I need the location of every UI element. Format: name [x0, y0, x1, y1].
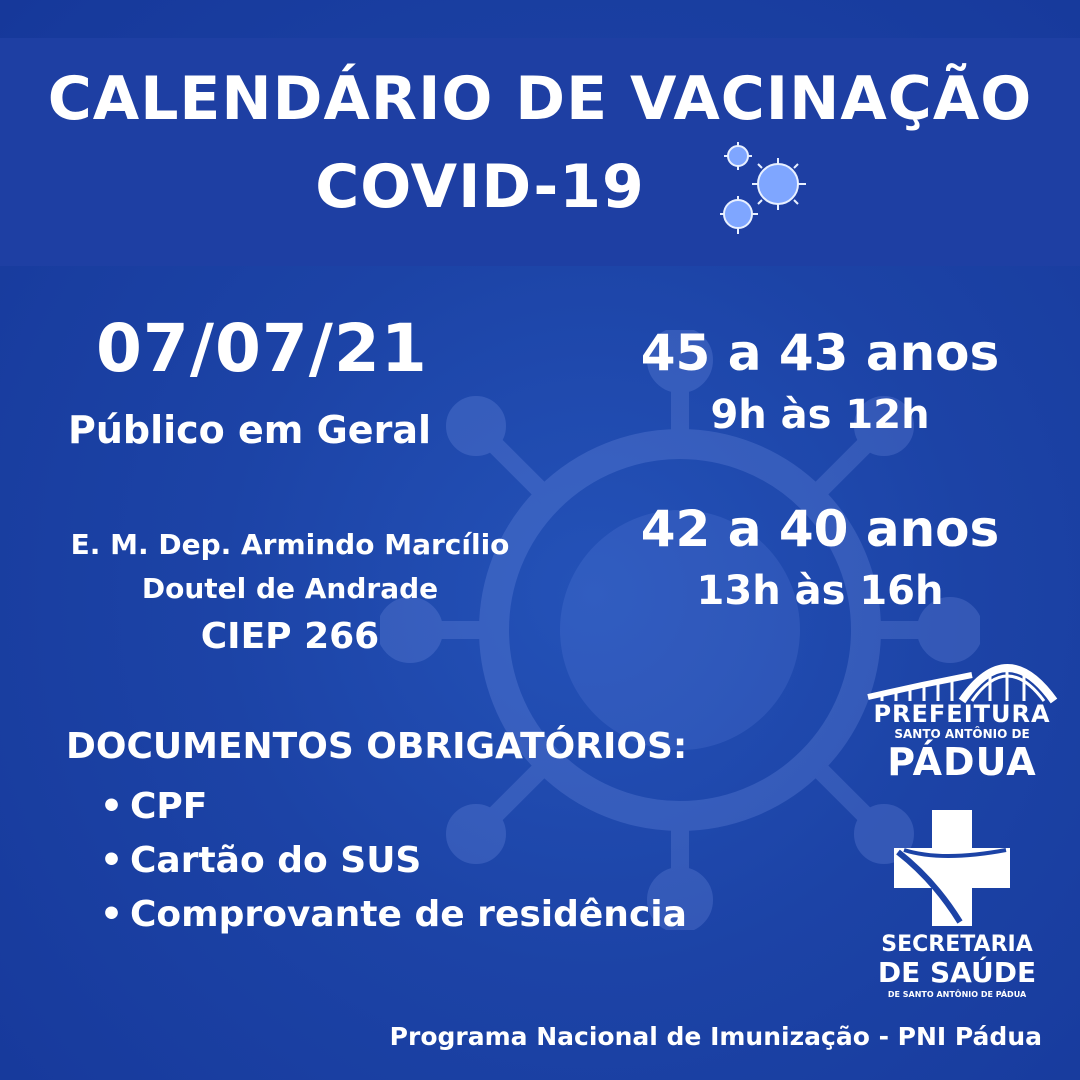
schedule-ages-2: 42 a 40 anos	[640, 500, 1000, 558]
schedule-hours-2: 13h às 16h	[696, 568, 944, 614]
virus-icon	[712, 138, 824, 242]
list-item	[100, 838, 687, 892]
event-audience: Público em Geral	[68, 408, 431, 452]
bullet-icon: •	[100, 894, 124, 935]
document-label: Cartão do SUS	[130, 840, 422, 881]
footer-text: Programa Nacional de Imunização - PNI Pádua	[389, 1022, 1042, 1051]
prefeitura-logo-line-3: PÁDUA	[887, 740, 1037, 784]
prefeitura-logo-line-1: PREFEITURA	[873, 700, 1051, 728]
bullet-icon: •	[100, 840, 124, 881]
schedule-ages-1: 45 a 43 anos	[640, 324, 1000, 382]
document-label: Comprovante de residência	[130, 894, 687, 935]
list-item	[100, 892, 687, 946]
secretaria-logo-line-3: DE SANTO ANTÔNIO DE PÁDUA	[887, 990, 1027, 999]
location-line-1: E. M. Dep. Armindo Marcílio	[70, 528, 510, 561]
location-line-2: Doutel de Andrade	[141, 572, 439, 605]
secretaria-logo-line-1: SECRETARIA	[881, 932, 1033, 957]
prefeitura-logo-line-2: SANTO ANTÔNIO DE	[894, 727, 1030, 741]
location-line-3: CIEP 266	[200, 616, 380, 657]
bullet-icon: •	[100, 786, 124, 827]
documents-title: DOCUMENTOS OBRIGATÓRIOS:	[66, 726, 688, 767]
list-item	[100, 784, 687, 838]
schedule-hours-1: 9h às 12h	[710, 392, 930, 438]
document-label: CPF	[130, 786, 208, 827]
page-title: CALENDÁRIO DE VACINAÇÃO	[47, 64, 1033, 134]
event-date: 07/07/21	[96, 310, 428, 387]
health-cross-icon	[894, 810, 1010, 926]
secretaria-logo-line-2: DE SAÚDE	[877, 956, 1037, 989]
documents-list	[100, 784, 687, 946]
page-subtitle: COVID-19	[315, 152, 645, 222]
